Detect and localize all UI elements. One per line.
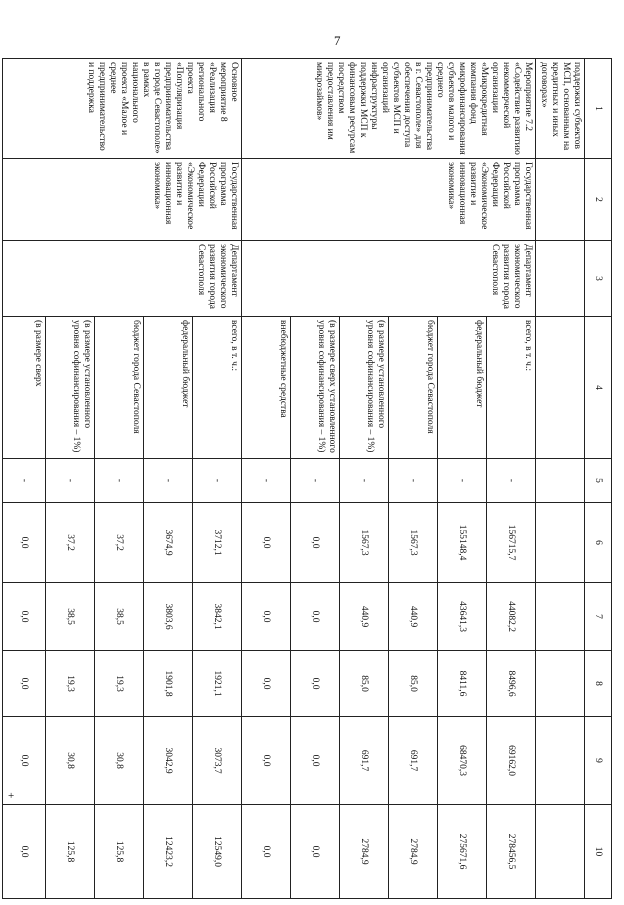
funding-source: всего, в т. ч.: (487, 317, 536, 459)
value-cell: - (291, 459, 340, 503)
value-cell: 2784,9 (389, 805, 438, 899)
value-cell: 1901,8 (144, 651, 193, 717)
value-cell: 155148,4 (438, 503, 487, 583)
value-cell: - (487, 459, 536, 503)
page-number: 7 (334, 33, 341, 48)
funding-source: (в размере установленного уровня софинансирования – 1%) (46, 317, 95, 459)
value-cell: 30,8 (46, 717, 95, 805)
value-cell: 19,3 (95, 651, 144, 717)
table-row-continued (536, 59, 585, 899)
value-cell: 125,8 (46, 805, 95, 899)
value-cell: 440,9 (389, 583, 438, 651)
value-cell: 0,0 (242, 503, 291, 583)
event-name-fragment: поддержки субъектов МСП, основанным на кредитных и иных договорах» (536, 59, 585, 159)
value-cell: 3674,9 (144, 503, 193, 583)
value-cell: 0,0 (3, 717, 46, 805)
value-cell: 0,0 (3, 805, 46, 899)
value-cell: 0,0 (3, 651, 46, 717)
header-cell: 1 (585, 59, 612, 159)
table-row (487, 59, 536, 899)
value-cell: 3803,6 (144, 583, 193, 651)
header-cell: 10 (585, 805, 612, 899)
value-cell: 85,0 (340, 651, 389, 717)
value-cell: 8496,6 (487, 651, 536, 717)
funding-source: бюджет города Севастополя (389, 317, 438, 459)
header-cell: 7 (585, 583, 612, 651)
value-cell: - (242, 459, 291, 503)
table-row (193, 59, 242, 899)
value-cell: 19,3 (46, 651, 95, 717)
value-cell: 691,7 (340, 717, 389, 805)
value-cell: 275671,6 (438, 805, 487, 899)
executor-name: Департамент экономического развития города Севастополя (242, 241, 536, 317)
value-cell: - (46, 459, 95, 503)
value-cell: - (95, 459, 144, 503)
value-cell: 3842,1 (193, 583, 242, 651)
funding-source: всего, в т. ч.: (193, 317, 242, 459)
value-cell: 0,0 (242, 805, 291, 899)
value-cell: 0,0 (291, 583, 340, 651)
value-cell: - (193, 459, 242, 503)
value-cell: 0,0 (242, 583, 291, 651)
header-cell: 5 (585, 459, 612, 503)
value-cell: 0,0 (291, 503, 340, 583)
value-cell: 440,9 (340, 583, 389, 651)
program-name: Государственная программа Российской Федерации «Экономическое развитие и инновационная экономика» (3, 159, 242, 241)
value-cell: 3712,1 (193, 503, 242, 583)
value-cell: 1567,3 (340, 503, 389, 583)
value-cell: 37,2 (46, 503, 95, 583)
funding-source: (в размере сверх (3, 317, 46, 459)
value-cell: 3073,7 (193, 717, 242, 805)
value-cell: 85,0 (389, 651, 438, 717)
funding-table (2, 58, 612, 899)
value-cell: - (340, 459, 389, 503)
value-cell: 156715,7 (487, 503, 536, 583)
value-cell: 12549,0 (193, 805, 242, 899)
event-name: Основное мероприятие 8 «Реализация регионального проекта «Популяризация предпринимательства в городе Севастополе» в рамках национального проекта «Малое и среднее предпринимательство и поддержка (3, 59, 242, 159)
value-cell: - (3, 459, 46, 503)
value-cell: 0,0 (242, 651, 291, 717)
value-cell: 8411,6 (438, 651, 487, 717)
value-cell: 1567,3 (389, 503, 438, 583)
value-cell: 69162,0 (487, 717, 536, 805)
header-cell: 9 (585, 717, 612, 805)
rotated-table-wrapper (19, 58, 612, 898)
value-cell: 0,0 (3, 503, 46, 583)
event-name: Мероприятие 7.2 «Содействие развитию некоммерческой организации «Микрокредитная компания фонд микрофинансирования субъектов малого и среднего предпринимательства в г. Севастополе» для обеспечения доступа субъектов МСП и организаций инфраструктуры поддержки МСП к финансовым ресурсам посредством предоставления им микрозаймов» (242, 59, 536, 159)
executor-name: Департамент экономического развития города Севастополя (3, 241, 242, 317)
value-cell: 125,8 (95, 805, 144, 899)
header-cell: 8 (585, 651, 612, 717)
header-cell: 4 (585, 317, 612, 459)
value-cell: 0,0 (291, 805, 340, 899)
header-cell: 6 (585, 503, 612, 583)
funding-source: (в размере сверх установленного уровня софинансирования – 1%) (291, 317, 340, 459)
header-cell: 3 (585, 241, 612, 317)
value-cell: - (389, 459, 438, 503)
value-cell: 691,7 (389, 717, 438, 805)
value-cell: - (144, 459, 193, 503)
value-cell: 2784,9 (340, 805, 389, 899)
value-cell: 0,0 (291, 717, 340, 805)
value-cell: 0,0 (3, 583, 46, 651)
value-cell: 30,8 (95, 717, 144, 805)
value-cell: 38,5 (46, 583, 95, 651)
value-cell: 12423,2 (144, 805, 193, 899)
value-cell: 37,2 (95, 503, 144, 583)
funding-source: федеральный бюджет (144, 317, 193, 459)
header-cell: 2 (585, 159, 612, 241)
value-cell: 278456,5 (487, 805, 536, 899)
value-cell: 68470,3 (438, 717, 487, 805)
value-cell: 44082,2 (487, 583, 536, 651)
value-cell: 1921,1 (193, 651, 242, 717)
value-cell: 3042,9 (144, 717, 193, 805)
margin-mark: + (8, 790, 15, 802)
funding-source: бюджет города Севастополя (95, 317, 144, 459)
value-cell: - (438, 459, 487, 503)
header-row (585, 59, 612, 899)
value-cell: 38,5 (95, 583, 144, 651)
program-name: Государственная программа Российской Федерации «Экономическое развитие и инновационная экономика» (242, 159, 536, 241)
funding-source: федеральный бюджет (438, 317, 487, 459)
value-cell: 43641,3 (438, 583, 487, 651)
funding-source: внебюджетные средства (242, 317, 291, 459)
value-cell: 0,0 (291, 651, 340, 717)
value-cell: 0,0 (242, 717, 291, 805)
funding-source: (в размере установленного уровня софинансирования – 1%) (340, 317, 389, 459)
